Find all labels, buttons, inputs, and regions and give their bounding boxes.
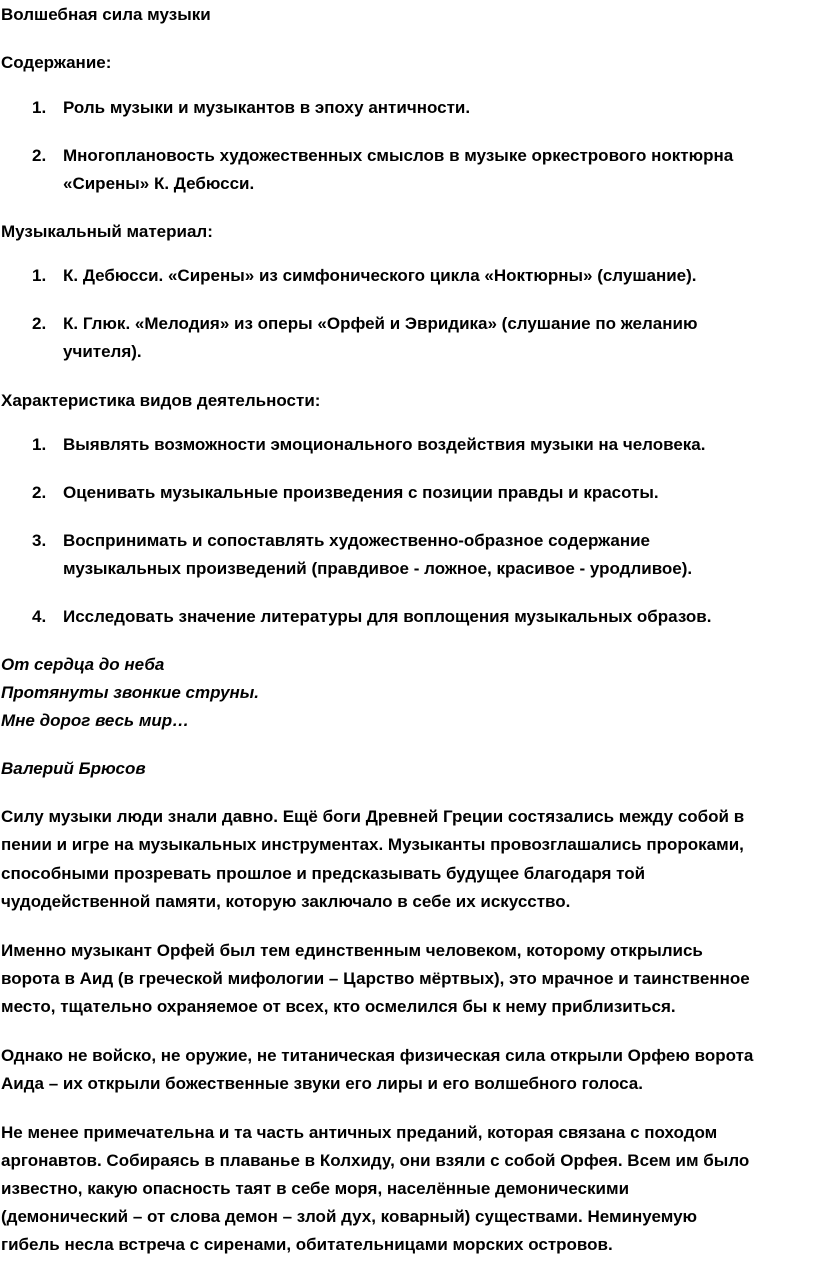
list-item: К. Глюк. «Мелодия» из оперы «Орфей и Эвридика» (слушание по желанию — [63, 314, 698, 333]
list-number: 2. — [32, 146, 47, 165]
list-item: Роль музыки и музыкантов в эпоху античности. — [63, 98, 471, 117]
paragraph-line: (демонический – от слова демон – злой дух, коварный) существами. Неминуемую — [1, 1207, 698, 1226]
paragraph-line: ворота в Аид (в греческой мифологии – Царство мёртвых), это мрачное и таинственное — [1, 969, 750, 988]
list-item: К. Дебюсси. «Сирены» из симфонического цикла «Ноктюрны» (слушание). — [63, 266, 697, 285]
paragraph-line: Силу музыки люди знали давно. Ещё боги Древней Греции состязались между собой в — [1, 807, 745, 826]
paragraph-line: Аида – их открыли божественные звуки его лиры и его волшебного голоса. — [1, 1074, 643, 1093]
list-item-continuation: музыкальных произведений (правдивое - ложное, красивое - уродливое). — [63, 559, 693, 578]
paragraph-line: способными прозревать прошлое и предсказывать будущее благодаря той — [1, 864, 646, 883]
contents-heading: Содержание: — [1, 53, 112, 72]
list-number: 2. — [32, 483, 47, 502]
poem-line: Мне дорог весь мир… — [1, 711, 190, 730]
list-item: Многоплановость художественных смыслов в музыке оркестрового ноктюрна — [63, 146, 734, 165]
paragraph-line: чудодейственной памяти, которую заключало в себе их искусство. — [1, 892, 571, 911]
list-number: 2. — [32, 314, 47, 333]
paragraph-line: пении и игре на музыкальных инструментах. Музыканты провозглашались пророками, — [1, 835, 744, 854]
list-item: Воспринимать и сопоставлять художественно-образное содержание — [63, 531, 651, 550]
list-item-continuation: «Сирены» К. Дебюсси. — [63, 174, 255, 193]
list-number: 3. — [32, 531, 47, 550]
paragraph-line: место, тщательно охраняемое от всех, кто осмелился бы к нему приблизиться. — [1, 997, 676, 1016]
poem-line: От сердца до неба — [1, 655, 165, 674]
list-number: 1. — [32, 98, 47, 117]
list-number: 4. — [32, 607, 47, 626]
list-number: 1. — [32, 266, 47, 285]
paragraph-line: Однако не войско, не оружие, не титаническая физическая сила открыли Орфею ворота — [1, 1046, 754, 1065]
activities-heading: Характеристика видов деятельности: — [1, 391, 321, 410]
paragraph-line: аргонавтов. Собираясь в плаванье в Колхиду, они взяли с собой Орфея. Всем им было — [1, 1151, 750, 1170]
poem-line: Протянуты звонкие струны. — [1, 683, 260, 702]
material-heading: Музыкальный материал: — [1, 222, 213, 241]
list-item: Исследовать значение литературы для воплощения музыкальных образов. — [63, 607, 712, 626]
list-item: Выявлять возможности эмоционального воздействия музыки на человека. — [63, 435, 706, 454]
paragraph-line: Именно музыкант Орфей был тем единственным человеком, которому открылись — [1, 941, 703, 960]
poem-author: Валерий Брюсов — [1, 759, 146, 778]
list-item: Оценивать музыкальные произведения с позиции правды и красоты. — [63, 483, 659, 502]
paragraph-line: известно, какую опасность таят в себе моря, населённые демоническими — [1, 1179, 630, 1198]
list-number: 1. — [32, 435, 47, 454]
paragraph-line: Не менее примечательна и та часть античных преданий, которая связана с походом — [1, 1123, 718, 1142]
document-title: Волшебная сила музыки — [1, 5, 211, 24]
list-item-continuation: учителя). — [63, 342, 142, 361]
paragraph-line: гибель несла встреча с сиренами, обитательницами морских островов. — [1, 1235, 613, 1254]
